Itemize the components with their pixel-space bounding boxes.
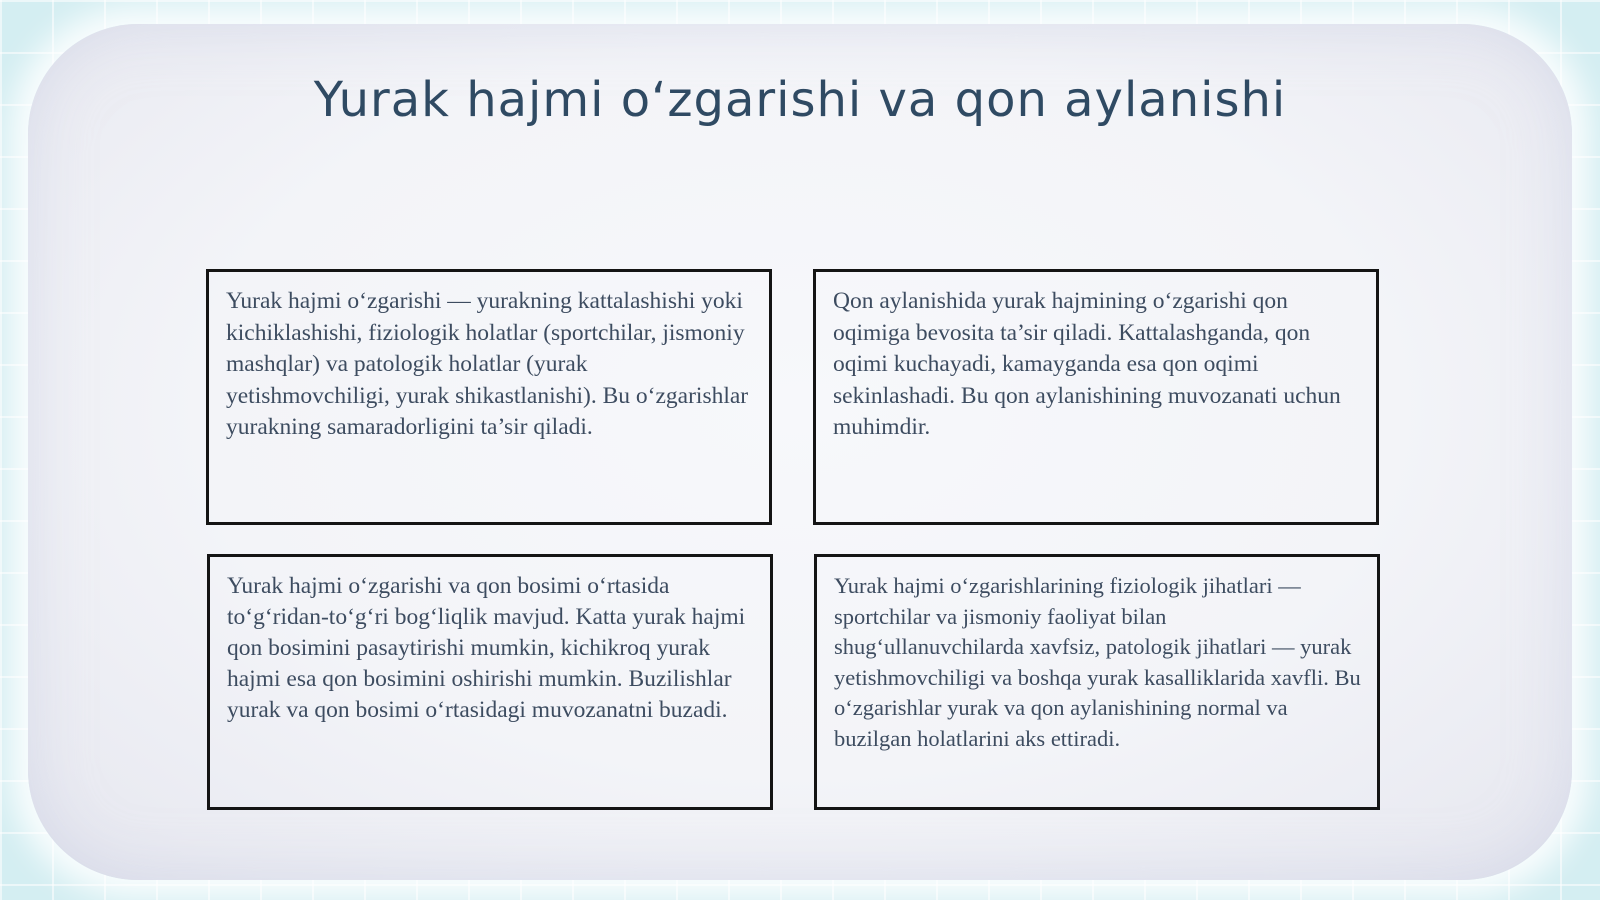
text-box-size-change: Yurak hajmi o‘zgarishi — yurakning kattalashishi yoki kichiklashishi, fiziologik holatlar (sportchilar, jismoniy mashqlar) va patologik holatlar (yurak yetishmovchiligi, yurak shikastlanishi). Bu o‘zgarishlar yurakning samaradorligini ta’sir qiladi. <box>206 269 772 525</box>
slide-title: Yurak hajmi o‘zgarishi va qon aylanishi <box>313 72 1287 128</box>
text-box-blood-pressure: Yurak hajmi o‘zgarishi va qon bosimi o‘rtasida to‘g‘ridan-to‘g‘ri bog‘liqlik mavjud. Katta yurak hajmi qon bosimini pasaytirishi mumkin, kichikroq yurak hajmi esa qon bosimini oshirishi mumkin. Buzilishlar yurak va qon bosimi o‘rtasidagi muvozanatni buzadi. <box>207 554 773 810</box>
text-box-blood-circulation: Qon aylanishida yurak hajmining o‘zgarishi qon oqimiga bevosita ta’sir qiladi. Kattalashganda, qon oqimi kuchayadi, kamayganda esa qon oqimi sekinlashadi. Bu qon aylanishining muvozanati uchun muhimdir. <box>813 269 1379 525</box>
text-box-physiological-aspects: Yurak hajmi o‘zgarishlarining fiziologik jihatlari — sportchilar va jismoniy faoliyat bilan shug‘ullanuvchilarda xavfsiz, patologik jihatlari — yurak yetishmovchiligi va boshqa yurak kasalliklarida xavfli. Bu o‘zgarishlar yurak va qon aylanishining normal va buzilgan holatlarini aks ettiradi. <box>814 554 1380 810</box>
